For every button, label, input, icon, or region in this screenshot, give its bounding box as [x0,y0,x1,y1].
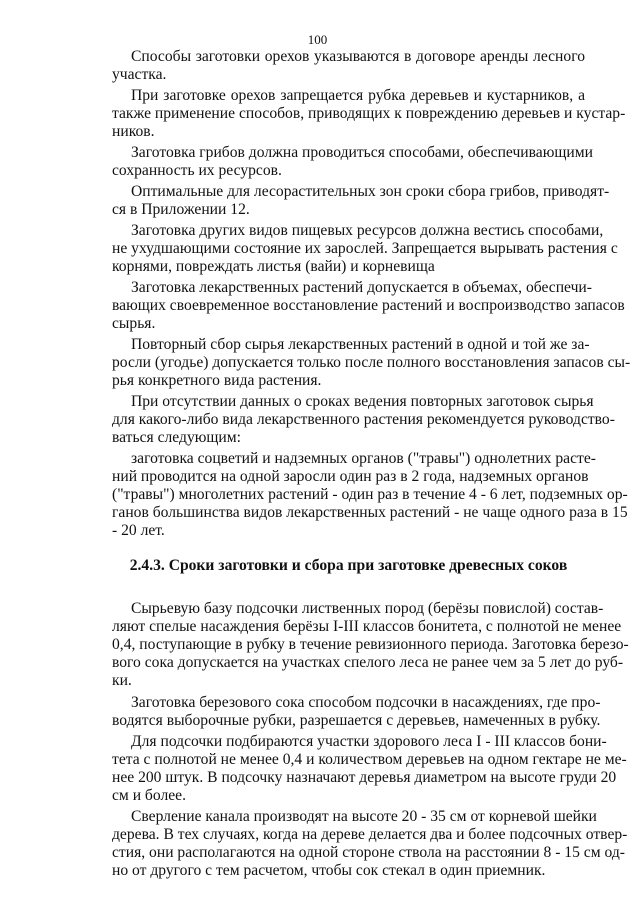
text-line: вающих своевременное восстановление растений и воспроизводство запасов [112,297,625,314]
text-line: но от другого с тем расчетом, чтобы сок стекал в один приемник. [112,862,546,879]
text-line: ся в Приложении 12. [112,201,250,218]
text-line: рья конкретного вида растения. [112,372,322,389]
section-heading: 2.4.3. Сроки заготовки и сбора при заготовке древесных соков [129,557,568,574]
text-line: не ухудшающими состояние их зарослей. Запрещается вырывать растения с [112,240,618,257]
text-line: Сырьевую базу подсочки лиственных пород (берёзы повислой) состав- [131,600,604,617]
text-line: тета с полнотой не менее 0,4 и количеством деревьев на одном гектаре не ме- [112,751,627,768]
text-line: Сверление канала производят на высоте 20 - 35 см от корневой шейки [131,808,597,825]
text-line: ников. [112,123,155,140]
text-line: Для подсочки подбираются участки здорового леса I - III классов бони- [131,733,607,750]
text-line: дерева. В тех случаях, когда на дереве делается два и более подсочных отвер- [112,826,628,843]
text-line: ляют спелые насаждения берёзы I-III классов бонитета, с полнотой не менее [112,618,622,635]
text-line: также применение способов, приводящих к повреждению деревьев и кустар- [112,105,626,122]
text-line: - 20 лет. [112,522,165,539]
text-line: ганов большинства видов лекарственных растений - не чаще одного раза в 15 [112,504,628,521]
text-line: Заготовка березового сока способом подсочки в насаждениях, где про- [131,694,601,711]
text-line: сырья. [112,315,156,332]
text-line: ки. [112,672,132,689]
text-line: заготовка соцветий и надземных органов ("травы") однолетних расте- [131,450,596,467]
text-line: Повторный сбор сырья лекарственных растений в одной и той же за- [131,336,590,353]
text-line: сохранность их ресурсов. [112,162,282,179]
text-line: Оптимальные для лесорастительных зон сроки сбора грибов, приводят- [131,183,610,200]
text-line: ний проводится на одной заросли один раз в 2 года, надземных органов [112,468,589,485]
text-line: Заготовка грибов должна проводиться способами, обеспечивающими [131,144,593,161]
page-number: 100 [307,32,328,47]
text-line: водятся выборочные рубки, разрешается с деревьев, намеченных в рубку. [112,712,601,729]
text-line: ваться следующим: [112,429,241,446]
text-line: При отсутствии данных о сроках ведения повторных заготовок сырья [131,393,594,410]
text-line: Заготовка других видов пищевых ресурсов должна вестись способами, [131,222,604,239]
text-line: участка. [112,66,167,83]
text-line: вого сока допускается на участках спелого леса не ранее чем за 5 лет до руб- [112,654,624,671]
text-line: Заготовка лекарственных растений допускается в объемах, обеспечи- [131,279,592,296]
text-line: см и более. [112,787,186,804]
text-line: стия, они располагаются на одной стороне ствола на расстоянии 8 - 15 см од- [112,844,625,861]
text-line: корнями, повреждать листья (вайи) и корневища [112,258,435,275]
text-line: нее 200 штук. В подсочку назначают деревья диаметром на высоте груди 20 [112,769,617,786]
text-line: При заготовке орехов запрещается рубка деревьев и кустарников, а [131,87,585,104]
text-line: ("травы") многолетних растений - один раз в течение 4 - 6 лет, подземных ор- [112,486,628,503]
text-line: Способы заготовки орехов указываются в договоре аренды лесного [131,48,585,65]
text-line: для какого-либо вида лекарственного растения рекомендуется руководство- [112,411,615,428]
text-line: 0,4, поступающие в рубку в течение ревизионного периода. Заготовка березо- [112,636,629,653]
text-line: росли (угодье) допускается только после полного восстановления запасов сы- [112,354,631,371]
